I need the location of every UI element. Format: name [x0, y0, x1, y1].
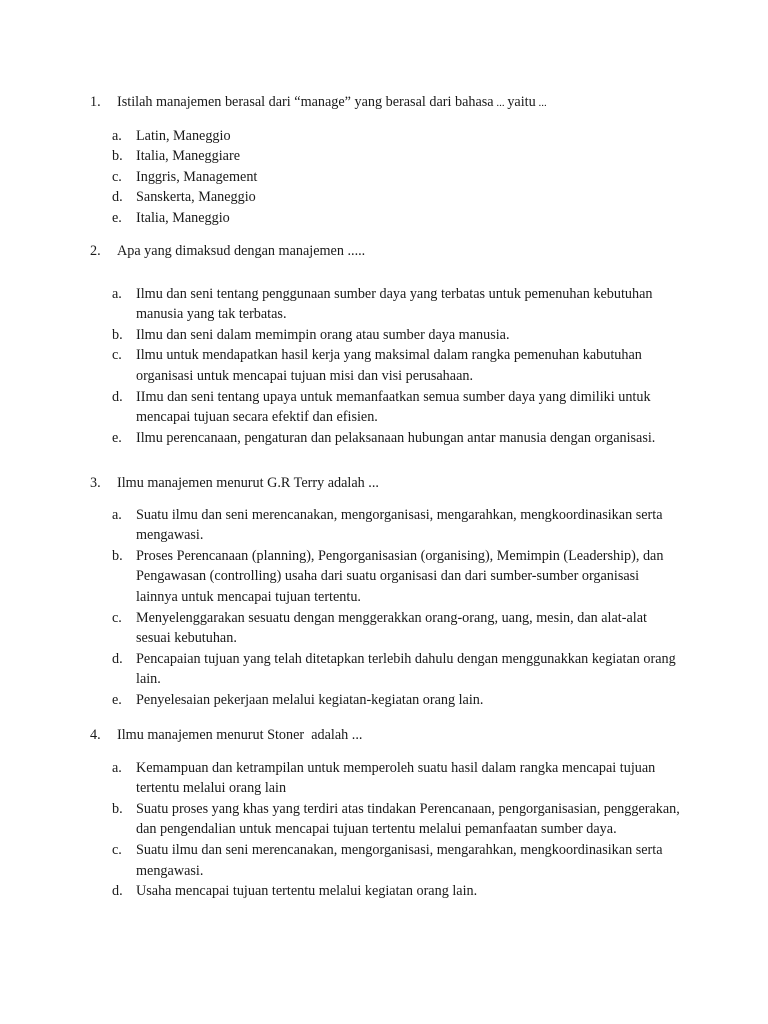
option-letter: b.	[112, 326, 123, 343]
option-letter: d.	[112, 388, 123, 405]
option-letter: c.	[112, 347, 122, 364]
option-letter: a.	[112, 506, 122, 523]
option-letter: d.	[112, 189, 123, 206]
options-list	[112, 505, 680, 711]
option-text: Inggris, Management	[136, 168, 258, 185]
option-letter: e.	[112, 691, 122, 708]
option-b	[112, 325, 680, 346]
option-text: Proses Perencanaan (planning), Pengorganisasian (organising), Memimpin (Leadership), dan Pengawasan (controlling) usaha dari suatu organisasi dan dari sumber-sumber organisasi lainnya untuk mencapai tujuan tertentu.	[136, 547, 664, 605]
question-number: 4.	[90, 727, 101, 743]
option-e	[112, 208, 680, 229]
question-text: Ilmu manajemen menurut Stoner adalah ...	[117, 727, 363, 743]
option-c	[112, 840, 680, 881]
option-letter: b.	[112, 148, 123, 165]
option-a	[112, 505, 680, 546]
option-c	[112, 167, 680, 188]
question-number: 3.	[90, 475, 101, 491]
question-3-line	[90, 473, 680, 494]
question-2-line	[90, 241, 680, 262]
question-ellipsis: ...	[493, 97, 508, 109]
option-letter: c.	[112, 609, 122, 626]
option-text: Usaha mencapai tujuan tertentu melalui kegiatan orang lain.	[136, 883, 478, 900]
option-text: Ilmu untuk mendapatkan hasil kerja yang maksimal dalam rangka pemenuhan kabutuhan organisasi untuk mencapai tujuan misi dan visi perusahaan.	[136, 347, 642, 384]
option-text: Italia, Maneggio	[136, 209, 230, 226]
option-letter: d.	[112, 883, 123, 900]
question-3	[90, 473, 680, 711]
option-text: Italia, Maneggiare	[136, 148, 240, 165]
option-letter: e.	[112, 209, 122, 226]
question-2	[90, 241, 680, 448]
question-text	[117, 92, 680, 114]
option-text: Ilmu dan seni dalam memimpin orang atau sumber daya manusia.	[136, 326, 510, 343]
question-4	[90, 725, 680, 902]
question-number: 1.	[90, 94, 101, 110]
question-number: 2.	[90, 243, 101, 259]
option-e	[112, 428, 680, 449]
option-text: Pencapaian tujuan yang telah ditetapkan terlebih dahulu dengan menggunakkan kegiatan orang lain.	[136, 650, 676, 688]
option-e	[112, 690, 680, 711]
option-text: Ilmu perencanaan, pengaturan dan pelaksanaan hubungan antar manusia dengan organisasi.	[136, 429, 656, 446]
option-c	[112, 608, 680, 649]
option-d	[112, 881, 680, 902]
option-b	[112, 146, 680, 167]
option-c	[112, 345, 680, 386]
option-text: Suatu ilmu dan seni merencanakan, mengorganisasi, mengarahkan, mengkoordinasikan serta mengawasi.	[136, 506, 663, 544]
option-text: Ilmu dan seni tentang penggunaan sumber daya yang terbatas untuk pemenuhan kebutuhan manusia yang tak terbatas.	[136, 285, 653, 323]
option-text: Sanskerta, Maneggio	[136, 189, 256, 206]
question-text-part: Istilah manajemen berasal dari “manage” yang berasal dari bahasa	[117, 94, 494, 110]
option-a	[112, 758, 680, 799]
option-text: Penyelesaian pekerjaan melalui kegiatan-kegiatan orang lain.	[136, 691, 484, 708]
question-text-part: yaitu	[507, 94, 536, 110]
option-text: Suatu proses yang khas yang terdiri atas tindakan Perencanaan, pengorganisasian, penggerakan, dan pengendalian untuk mencapai tujuan tertentu melalui pemanfaatan sumber daya.	[136, 800, 680, 838]
option-text: IImu dan seni tentang upaya untuk memanfaatkan semua sumber daya yang dimiliki untuk mencapai tujuan secara efektif dan efisien.	[136, 388, 651, 426]
question-1-line	[90, 92, 680, 114]
options-list	[112, 284, 680, 449]
question-ellipsis: ...	[535, 97, 547, 109]
question-1	[90, 92, 680, 229]
option-text: Suatu ilmu dan seni merencanakan, mengorganisasi, mengarahkan, mengkoordinasikan serta mengawasi.	[136, 841, 663, 879]
option-letter: a.	[112, 285, 122, 302]
option-letter: b.	[112, 800, 123, 817]
option-d	[112, 387, 680, 428]
options-list	[112, 126, 680, 229]
option-a	[112, 126, 680, 147]
option-text: Kemampuan dan ketrampilan untuk memperoleh suatu hasil dalam rangka mencapai tujuan tertentu melalui orang lain	[136, 759, 656, 797]
question-text: Apa yang dimaksud dengan manajemen .....	[117, 243, 366, 259]
option-letter: d.	[112, 650, 123, 667]
option-b	[112, 546, 680, 608]
option-letter: e.	[112, 429, 122, 446]
option-d	[112, 187, 680, 208]
option-letter: c.	[112, 841, 122, 858]
option-b	[112, 799, 680, 840]
option-letter: a.	[112, 127, 122, 144]
question-4-line	[90, 725, 680, 746]
option-letter: b.	[112, 547, 123, 564]
option-letter: c.	[112, 168, 122, 185]
option-a	[112, 284, 680, 325]
option-text: Menyelenggarakan sesuatu dengan menggerakkan orang-orang, uang, mesin, dan alat-alat sesuai kebutuhan.	[136, 609, 647, 647]
question-text: Ilmu manajemen menurut G.R Terry adalah ...	[117, 475, 379, 491]
option-text: Latin, Maneggio	[136, 127, 231, 144]
option-d	[112, 649, 680, 690]
option-letter: a.	[112, 759, 122, 776]
options-list	[112, 758, 680, 902]
